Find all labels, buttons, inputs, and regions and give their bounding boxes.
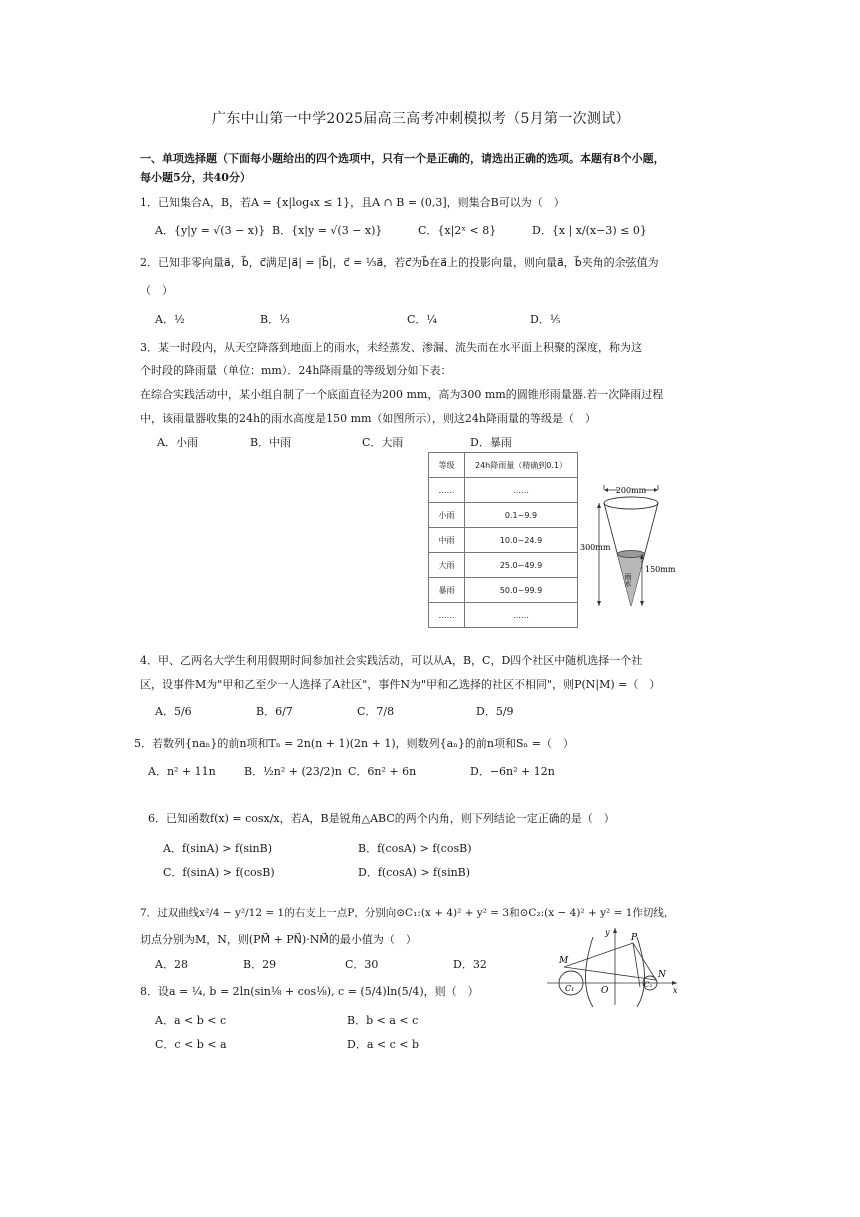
q5-option-a: A．n² + 11n bbox=[148, 765, 216, 778]
cone-diameter-label: 200mm bbox=[615, 486, 647, 495]
point-p-label: P bbox=[631, 933, 638, 943]
table-cell: 50.0~99.9 bbox=[465, 578, 578, 603]
cone-rain-gauge-figure bbox=[578, 478, 690, 618]
table-cell: …… bbox=[465, 478, 578, 503]
table-row bbox=[429, 553, 578, 578]
table-cell: 大雨 bbox=[429, 553, 465, 578]
rainfall-grade-table bbox=[428, 452, 578, 628]
q5-option-b: B．½n² + (23/2)n bbox=[244, 765, 342, 778]
point-n-label: N bbox=[658, 970, 666, 980]
table-header-cell: 等级 bbox=[429, 453, 465, 478]
table-header-row bbox=[429, 453, 578, 478]
cone-height-label: 300mm bbox=[580, 543, 611, 552]
q7-option-a: A．28 bbox=[155, 958, 188, 971]
q8-option-c: C．c < b < a bbox=[155, 1038, 227, 1051]
point-m-label: M bbox=[559, 956, 569, 966]
q1-option-a: A．{y|y = √(3 − x)} bbox=[155, 224, 266, 237]
q3-line3: 在综合实践活动中，某小组自制了一个底面直径为200 mm，高为300 mm的圆锥形雨量器.若一次降雨过程 bbox=[140, 388, 664, 401]
cone-water-label: 雨水 bbox=[624, 573, 632, 587]
q8-option-b: B．b < a < c bbox=[347, 1014, 419, 1027]
q5-option-c: C．6n² + 6n bbox=[348, 765, 417, 778]
q4-line1: 4．甲、乙两名大学生利用假期时间参加社会实践活动，可以从A，B，C，D四个社区中随机选择一个社 bbox=[140, 654, 643, 667]
hyperbola-figure bbox=[545, 925, 685, 1010]
q4-option-c: C．7/8 bbox=[357, 705, 395, 718]
q3-option-b: B．中雨 bbox=[250, 436, 292, 449]
q3-line2: 个时段的降雨量（单位：mm）．24h降雨量的等级划分如下表： bbox=[140, 364, 452, 377]
table-row bbox=[429, 503, 578, 528]
q4-option-a: A．5/6 bbox=[155, 705, 192, 718]
table-cell: …… bbox=[429, 478, 465, 503]
section-header-line1: 一、单项选择题（下面每小题给出的四个选项中，只有一个是正确的，请选出正确的选项。本题有8个小题， bbox=[140, 152, 665, 165]
table-row bbox=[429, 528, 578, 553]
table-row bbox=[429, 478, 578, 503]
q3-option-a: A．小雨 bbox=[157, 436, 198, 449]
table-row bbox=[429, 578, 578, 603]
section-header-line2: 每小题5分，共40分） bbox=[140, 171, 251, 184]
q6-option-d: D．f(cosA) > f(sinB) bbox=[358, 866, 471, 879]
q4-option-b: B．6/7 bbox=[256, 705, 293, 718]
q2-option-d: D．⅕ bbox=[530, 313, 561, 326]
q1-stem: 1．已知集合A，B，若A = {x|log₄x ≤ 1}，且A ∩ B = (0,3]，则集合B可以为（ ） bbox=[140, 196, 565, 209]
q4-option-d: D．5/9 bbox=[476, 705, 514, 718]
q6-option-b: B．f(cosA) > f(cosB) bbox=[358, 842, 472, 855]
q2-stem: 2．已知非零向量a⃗，b⃗，c⃗满足|a⃗| = |b⃗|，c⃗ = ⅓a⃗，若c⃗为b⃗在a⃗上的投影向量，则向量a⃗，b⃗夹角的余弦值为 bbox=[140, 256, 659, 269]
table-row bbox=[429, 603, 578, 628]
circle-c1-label: C₁ bbox=[565, 984, 575, 993]
cone-water-height-label: 150mm bbox=[645, 565, 676, 574]
q2-stem-paren: （ ） bbox=[140, 284, 173, 297]
y-axis-label: y bbox=[605, 928, 610, 937]
q2-option-b: B．⅓ bbox=[260, 313, 290, 326]
page-title: 广东中山第一中学2025届高三高考冲刺模拟考（5月第一次测试） bbox=[212, 111, 630, 127]
table-cell: 中雨 bbox=[429, 528, 465, 553]
q3-line1: 3．某一时段内，从天空降落到地面上的雨水，未经蒸发、渗漏、流失而在水平面上积聚的深度，称为这 bbox=[140, 341, 642, 354]
origin-label: O bbox=[601, 986, 609, 996]
q6-option-a: A．f(sinA) > f(sinB) bbox=[163, 842, 272, 855]
q1-option-c: C．{x|2ˣ < 8} bbox=[418, 224, 497, 237]
q1-option-b: B．{x|y = √(3 − x)} bbox=[272, 224, 383, 237]
q8-option-d: D．a < c < b bbox=[347, 1038, 419, 1051]
table-cell: 10.0~24.9 bbox=[465, 528, 578, 553]
q6-option-c: C．f(sinA) > f(cosB) bbox=[163, 866, 275, 879]
table-cell: 暴雨 bbox=[429, 578, 465, 603]
table-cell: 25.0~49.9 bbox=[465, 553, 578, 578]
q7-option-b: B．29 bbox=[243, 958, 277, 971]
table-cell: 0.1~9.9 bbox=[465, 503, 578, 528]
q4-line2: 区，设事件M为"甲和乙至少一人选择了A社区"，事件N为"甲和乙选择的社区不相同"，则P(N|M) =（ ） bbox=[140, 678, 661, 691]
circle-c2-label: C₂ bbox=[644, 981, 653, 989]
table-header-cell: 24h降雨量（精确到0.1） bbox=[465, 453, 578, 478]
q6-stem: 6．已知函数f(x) = cosx/x，若A，B是锐角△ABC的两个内角，则下列结论一定正确的是（ ） bbox=[148, 812, 615, 825]
table-cell: 小雨 bbox=[429, 503, 465, 528]
q7-option-c: C．30 bbox=[345, 958, 379, 971]
q3-option-d: D．暴雨 bbox=[470, 436, 512, 449]
q8-option-a: A．a < b < c bbox=[155, 1014, 227, 1027]
q7-option-d: D．32 bbox=[453, 958, 487, 971]
q2-option-a: A．½ bbox=[155, 313, 185, 326]
table-cell: …… bbox=[429, 603, 465, 628]
q1-option-d: D．{x | x/(x−3) ≤ 0} bbox=[532, 224, 647, 237]
q3-line4: 中，该雨量器收集的24h的雨水高度是150 mm（如图所示），则这24h降雨量的等级是（ ） bbox=[140, 412, 597, 425]
q2-option-c: C．¼ bbox=[407, 313, 438, 326]
q5-stem: 5．若数列{naₙ}的前n项和Tₙ = 2n(n + 1)(2n + 1)，则数列{aₙ}的前n项和Sₙ =（ ） bbox=[134, 737, 575, 750]
q7-line1: 7．过双曲线x²/4 − y²/12 = 1的右支上一点P，分别向⊙C₁:(x + 4)² + y² = 3和⊙C₂:(x − 4)² + y² = 1作切线， bbox=[140, 907, 675, 919]
q8-stem: 8．设a = ¼, b = 2ln(sin⅛ + cos⅛), c = (5/4)ln(5/4)，则（ ） bbox=[140, 985, 479, 998]
q3-option-c: C．大雨 bbox=[362, 436, 404, 449]
q5-option-d: D．−6n² + 12n bbox=[470, 765, 555, 778]
x-axis-label: x bbox=[673, 986, 678, 995]
q7-line2: 切点分别为M，N，则(PM⃗ + PN⃗)·NM⃗的最小值为（ ） bbox=[140, 933, 417, 946]
table-cell: …… bbox=[465, 603, 578, 628]
